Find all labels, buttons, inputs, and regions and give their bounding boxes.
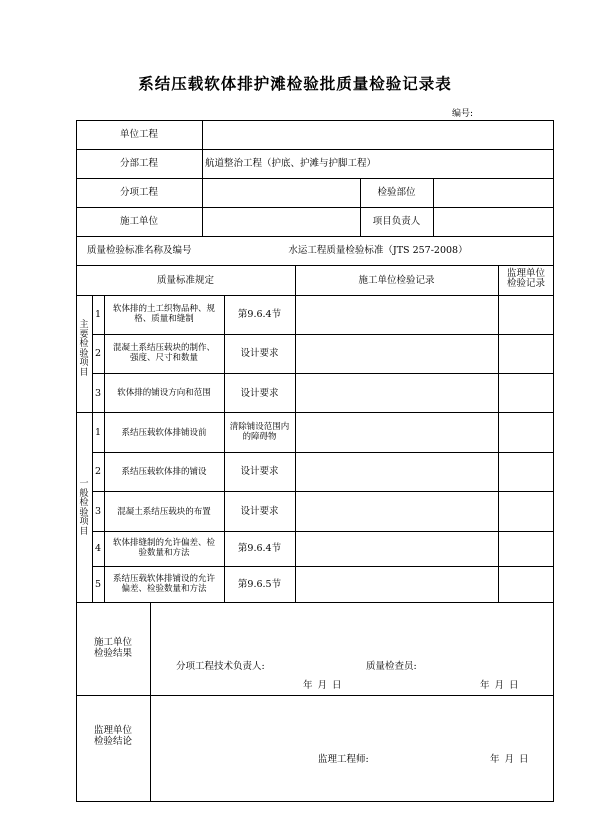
division-label: 分部工程 <box>119 158 158 169</box>
col-divider <box>498 265 499 602</box>
contractor-label: 施工单位 <box>119 216 158 227</box>
main-items-label: 主要检验项目 <box>79 320 89 378</box>
general-item-no: 1 <box>94 427 102 438</box>
col-divider <box>295 265 296 602</box>
col-divider <box>202 120 203 236</box>
row-divider <box>76 236 554 237</box>
general-item-desc: 系结压载软体排铺设的允许 偏差、检验数量和方法 <box>112 574 215 594</box>
general-item-desc: 软体排缝制的允许偏差、检 验数量和方法 <box>112 538 215 558</box>
general-item-requirement: 设计要求 <box>240 466 279 477</box>
row-divider <box>92 566 554 567</box>
row-divider <box>76 695 554 696</box>
subdivision-label: 分项工程 <box>119 187 158 198</box>
row-divider <box>92 531 554 532</box>
general-item-desc: 系结压载软体排的铺设 <box>121 467 207 477</box>
main-item-requirement: 设计要求 <box>240 388 279 399</box>
main-item-no: 2 <box>94 348 102 359</box>
col-supervisor-record-heading: 监理单位 检验记录 <box>506 268 545 289</box>
main-item-requirement: 第9.6.4节 <box>237 309 282 320</box>
supervisor-date: 年 月 日 <box>490 754 530 765</box>
row-divider <box>76 295 554 296</box>
general-item-desc: 系结压载软体排铺设前 <box>121 428 207 438</box>
row-divider <box>92 334 554 335</box>
main-item-requirement: 设计要求 <box>240 348 279 359</box>
row-divider <box>76 178 554 179</box>
row-divider <box>76 207 554 208</box>
general-item-requirement: 清除铺设范围内 的障碍物 <box>229 422 290 442</box>
row-divider <box>92 491 554 492</box>
main-item-no: 3 <box>94 388 102 399</box>
unit-project-label: 单位工程 <box>119 129 158 140</box>
col-standard-heading: 质量标准规定 <box>156 275 214 286</box>
row-divider <box>92 373 554 374</box>
col-divider <box>150 602 151 802</box>
page-title: 系结压载软体排护滩检验批质量检验记录表 <box>138 75 452 93</box>
row-divider <box>76 149 554 150</box>
project-manager-label: 项目负责人 <box>372 216 421 227</box>
general-items-label: 一般检验项目 <box>79 479 89 537</box>
contractor-date-2: 年 月 日 <box>480 680 520 691</box>
inspector-signature-label: 质量检查员: <box>366 661 417 672</box>
general-item-requirement: 第9.6.5节 <box>237 579 282 590</box>
standard-label: 质量检验标准名称及编号 <box>87 245 192 256</box>
general-item-no: 5 <box>94 579 102 590</box>
general-item-no: 4 <box>94 543 102 554</box>
row-divider <box>76 265 554 266</box>
contractor-date-1: 年 月 日 <box>303 680 343 691</box>
row-divider <box>76 602 554 603</box>
tech-lead-signature-label: 分项工程技术负责人: <box>176 661 265 672</box>
general-item-requirement: 第9.6.4节 <box>237 543 282 554</box>
supervisor-result-label: 监理单位 检验结论 <box>93 725 132 747</box>
general-item-desc: 混凝土系结压载块的布置 <box>117 507 211 517</box>
main-item-desc: 混凝土系结压载块的制作、 强度、尺寸和数量 <box>112 343 215 363</box>
col-divider <box>433 178 434 236</box>
general-item-no: 2 <box>94 466 102 477</box>
division-value: 航道整治工程（护底、护滩与护脚工程） <box>205 158 377 169</box>
main-item-desc: 软体排的土工织物品种、规 格、质量和缝制 <box>112 304 215 324</box>
doc-number-label: 编号: <box>452 109 474 119</box>
inspection-part-label: 检验部位 <box>377 187 416 198</box>
standard-value: 水运工程质量检验标准（JTS 257-2008） <box>288 245 468 256</box>
col-divider <box>92 295 93 602</box>
col-divider <box>224 295 225 602</box>
supervising-engineer-label: 监理工程师: <box>318 754 369 765</box>
row-divider <box>76 412 554 413</box>
col-contractor-record-heading: 施工单位检验记录 <box>358 275 435 286</box>
general-item-requirement: 设计要求 <box>240 506 279 517</box>
row-divider <box>92 452 554 453</box>
main-item-no: 1 <box>94 309 102 320</box>
contractor-result-label: 施工单位 检验结果 <box>93 637 132 659</box>
general-item-no: 3 <box>94 506 102 517</box>
main-item-desc: 软体排的铺设方向和范围 <box>117 388 211 398</box>
